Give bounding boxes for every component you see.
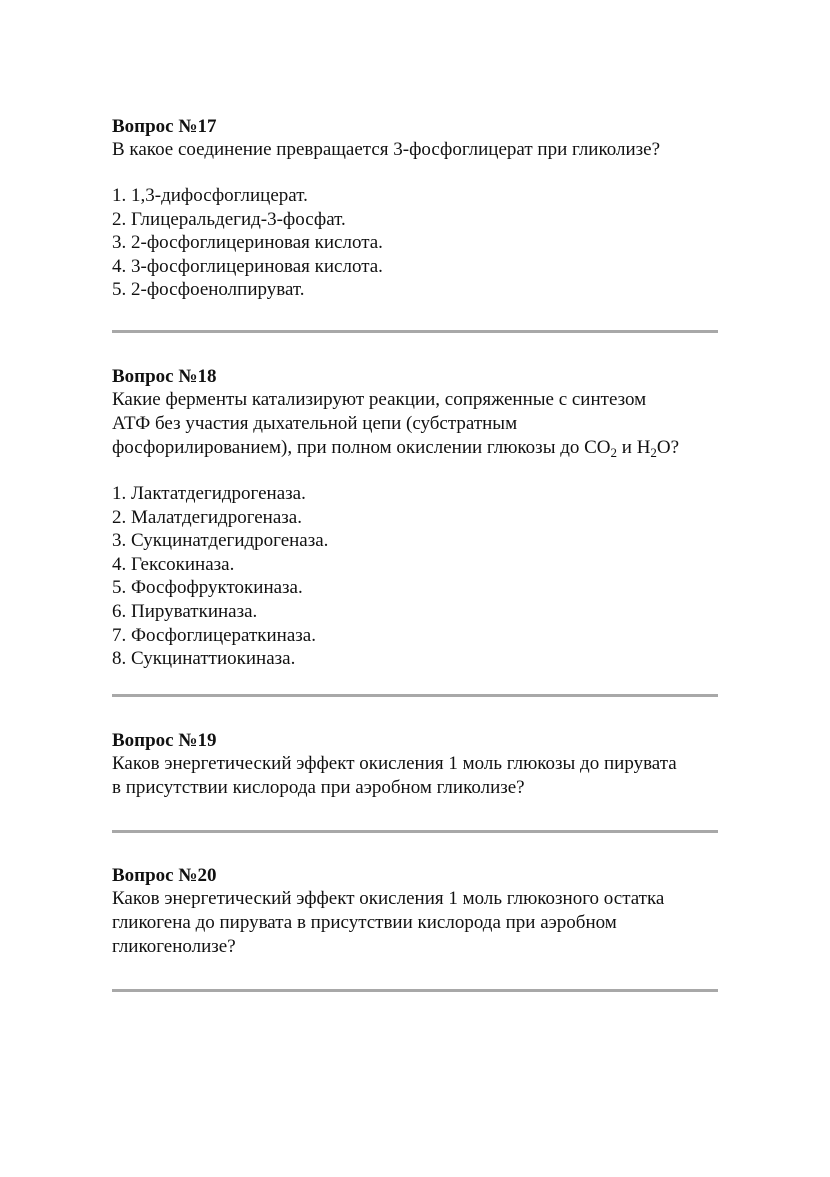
question-text-line: Какие ферменты катализируют реакции, сопряженные с синтезом [112, 389, 647, 410]
answer-options [112, 482, 722, 671]
question-text-line [112, 436, 722, 460]
question-text-line: гликогена до пирувата в присутствии кислорода при аэробном [112, 912, 617, 933]
answer-option: 6. Пируваткиназа. [112, 600, 258, 622]
separator-line [112, 989, 718, 992]
question-title: Вопрос №18 [112, 366, 217, 387]
answer-option: 2. Малатдегидрогеназа. [112, 506, 302, 528]
answer-options [112, 184, 722, 302]
answer-option: 5. Фосфофруктокиназа. [112, 577, 303, 599]
separator-line [112, 694, 718, 697]
question-title: Вопрос №19 [112, 730, 217, 751]
separator-line [112, 330, 718, 333]
question-18 [112, 365, 722, 671]
text-fragment: и H [617, 437, 651, 458]
question-text-line: гликогенолизе? [112, 936, 236, 957]
question-title: Вопрос №20 [112, 865, 217, 886]
question-title: Вопрос №17 [112, 116, 217, 137]
question-text: В какое соединение превращается 3-фосфоглицерат при гликолизе? [112, 139, 661, 160]
question-text-line: в присутствии кислорода при аэробном гликолизе? [112, 777, 525, 798]
subscript: 2 [650, 445, 657, 460]
subscript: 2 [610, 445, 618, 460]
text-fragment: фосфорилированием), при полном окислении глюкозы до CO [112, 437, 611, 458]
text-fragment: O? [656, 437, 680, 458]
question-text-line: Каков энергетический эффект окисления 1 моль глюкозы до пирувата [112, 753, 677, 774]
answer-option: 4. 3-фосфоглицериновая кислота. [112, 255, 383, 277]
question-text-line: АТФ без участия дыхательной цепи (субстратным [112, 413, 518, 434]
answer-option: 5. 2-фосфоенолпируват. [112, 279, 305, 301]
question-17 [112, 115, 722, 302]
question-20 [112, 864, 722, 959]
question-19 [112, 729, 722, 800]
answer-option: 8. Сукцинаттиокиназа. [112, 648, 296, 670]
question-text-line: Каков энергетический эффект окисления 1 моль глюкозного остатка [112, 888, 665, 909]
answer-option: 4. Гексокиназа. [112, 553, 235, 575]
answer-option: 2. Глицеральдегид-3-фосфат. [112, 208, 346, 230]
answer-option: 7. Фосфоглицераткиназа. [112, 624, 316, 646]
answer-option: 1. 1,3-дифосфоглицерат. [112, 185, 308, 206]
answer-option: 3. Сукцинатдегидрогеназа. [112, 530, 329, 552]
answer-option: 1. Лактатдегидрогеназа. [112, 483, 306, 504]
separator-line [112, 830, 718, 833]
answer-option: 3. 2-фосфоглицериновая кислота. [112, 232, 383, 254]
